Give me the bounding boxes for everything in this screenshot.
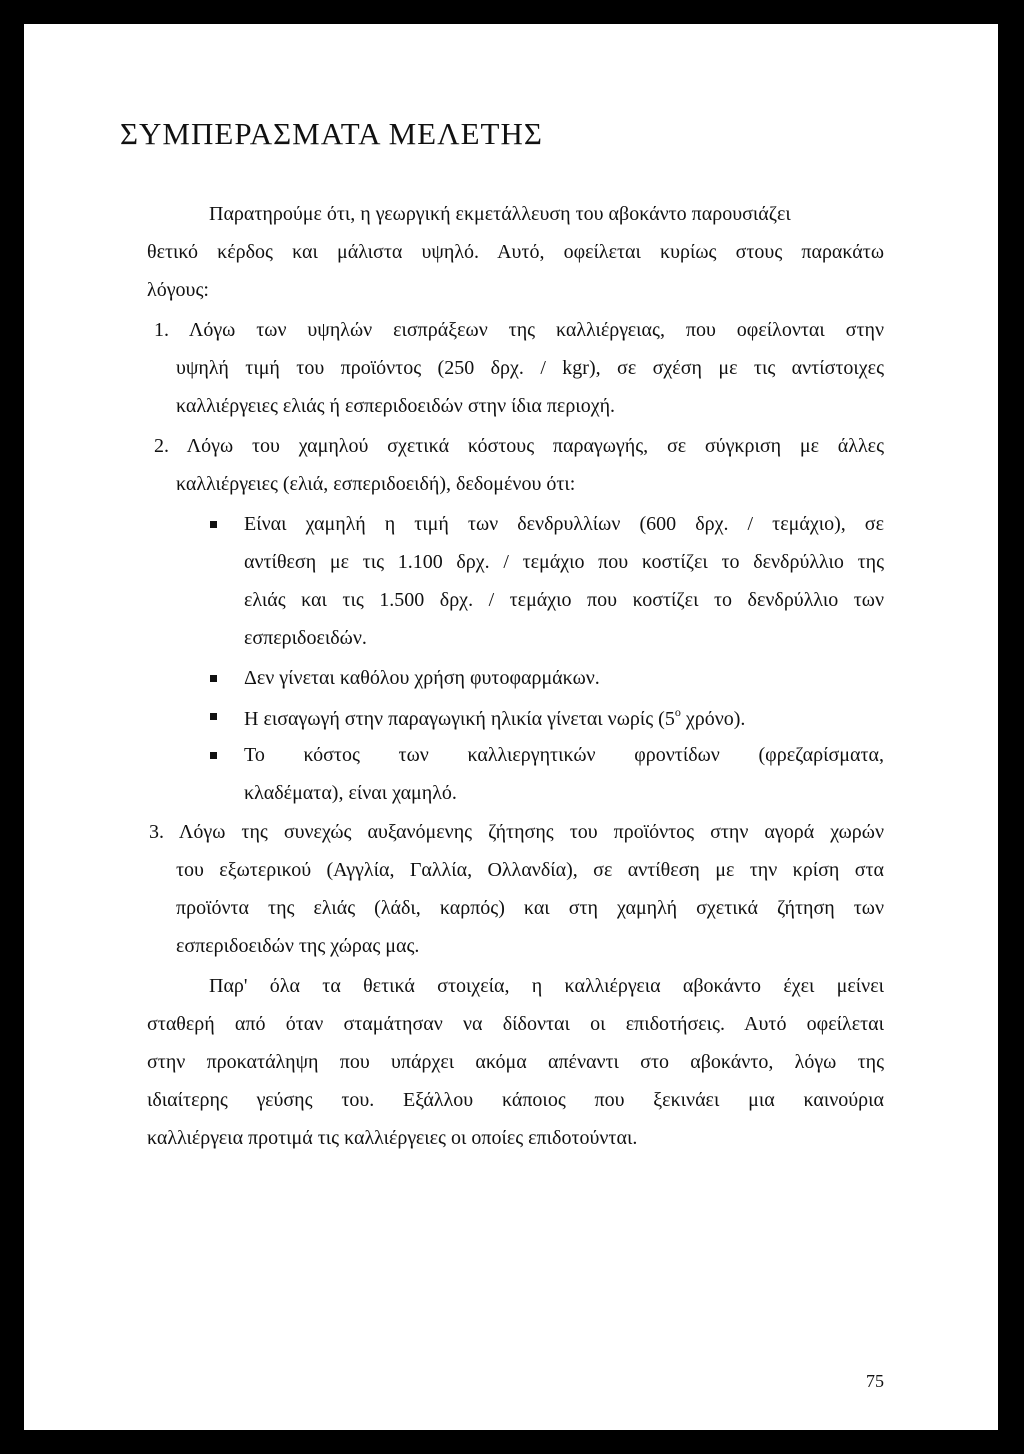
bullet-icon: [210, 752, 217, 759]
bullet-icon: [210, 675, 217, 682]
text-line: σταθερή από όταν σταμάτησαν να δίδονται οι επιδοτήσεις. Αυτό οφείλεται: [147, 1013, 884, 1035]
list-item-3: 3. Λόγω της συνεχώς αυξανόμενης ζήτησης του προϊόντος στην αγορά χωρών: [149, 821, 884, 843]
text-line: Παρατηρούμε ότι, η γεωργική εκμετάλλευση του αβοκάντο παρουσιάζει: [209, 203, 791, 225]
bullet-item: Είναι χαμηλή η τιμή των δενδρυλλίων (600 δρχ. / τεμάχιο), σε: [244, 513, 884, 535]
text-line: στην προκατάληψη που υπάρχει ακόμα απέναντι στο αβοκάντο, λόγω της: [147, 1051, 884, 1073]
text-line: αντίθεση με τις 1.100 δρχ. / τεμάχιο που κοστίζει το δενδρύλλιο της: [244, 551, 884, 573]
list-item-1: 1. Λόγω των υψηλών εισπράξεων της καλλιέργειας, που οφείλονται στην: [154, 319, 884, 341]
text-line: χρόνο).: [680, 708, 746, 730]
page-number: 75: [866, 1371, 884, 1391]
text-line: Παρ' όλα τα θετικά στοιχεία, η καλλιέργεια αβοκάντο έχει μείνει: [209, 975, 884, 997]
list-item-2: 2. Λόγω του χαμηλού σχετικά κόστους παραγωγής, σε σύγκριση με άλλες: [154, 435, 884, 457]
text-line: θετικό κέρδος και μάλιστα υψηλό. Αυτό, οφείλεται κυρίως στους παρακάτω: [147, 241, 884, 263]
bullet-icon: [210, 713, 217, 720]
text-line: Η εισαγωγή στην παραγωγική ηλικία γίνεται νωρίς (5: [244, 708, 675, 730]
text-line: κλαδέματα), είναι χαμηλό.: [244, 782, 457, 804]
text-line: του εξωτερικού (Αγγλία, Γαλλία, Ολλανδία), σε αντίθεση με την κρίση στα: [176, 859, 884, 881]
bullet-item: [244, 706, 745, 729]
text-line: καλλιέργεια προτιμά τις καλλιέργειες οι οποίες επιδοτούνται.: [147, 1127, 638, 1149]
bullet-icon: [210, 521, 217, 528]
text-line: καλλιέργειες ελιάς ή εσπεριδοειδών στην ίδια περιοχή.: [176, 395, 616, 417]
text-line: εσπεριδοειδών.: [244, 627, 367, 649]
superscript: ο: [674, 705, 681, 719]
bullet-item: Το κόστος των καλλιεργητικών φροντίδων (φρεζαρίσματα,: [244, 744, 884, 766]
bullet-item: Δεν γίνεται καθόλου χρήση φυτοφαρμάκων.: [244, 667, 600, 689]
text-line: υψηλή τιμή του προϊόντος (250 δρχ. / kgr), σε σχέση με τις αντίστοιχες: [176, 357, 884, 379]
text-line: ελιάς και τις 1.500 δρχ. / τεμάχιο που κοστίζει το δενδρύλλιο των: [244, 589, 884, 611]
document-page: [24, 24, 998, 1430]
text-line: εσπεριδοειδών της χώρας μας.: [176, 935, 420, 957]
text-line: καλλιέργειες (ελιά, εσπεριδοειδή), δεδομένου ότι:: [176, 473, 576, 495]
text-line: λόγους:: [147, 279, 209, 301]
page-title: ΣΥΜΠΕΡΑΣΜΑΤΑ ΜΕΛΕΤΗΣ: [120, 116, 543, 151]
text-line: ιδιαίτερης γεύσης του. Εξάλλου κάποιος που ξεκινάει μια καινούρια: [147, 1089, 884, 1111]
text-line: προϊόντα της ελιάς (λάδι, καρπός) και στη χαμηλή σχετικά ζήτηση των: [176, 897, 884, 919]
